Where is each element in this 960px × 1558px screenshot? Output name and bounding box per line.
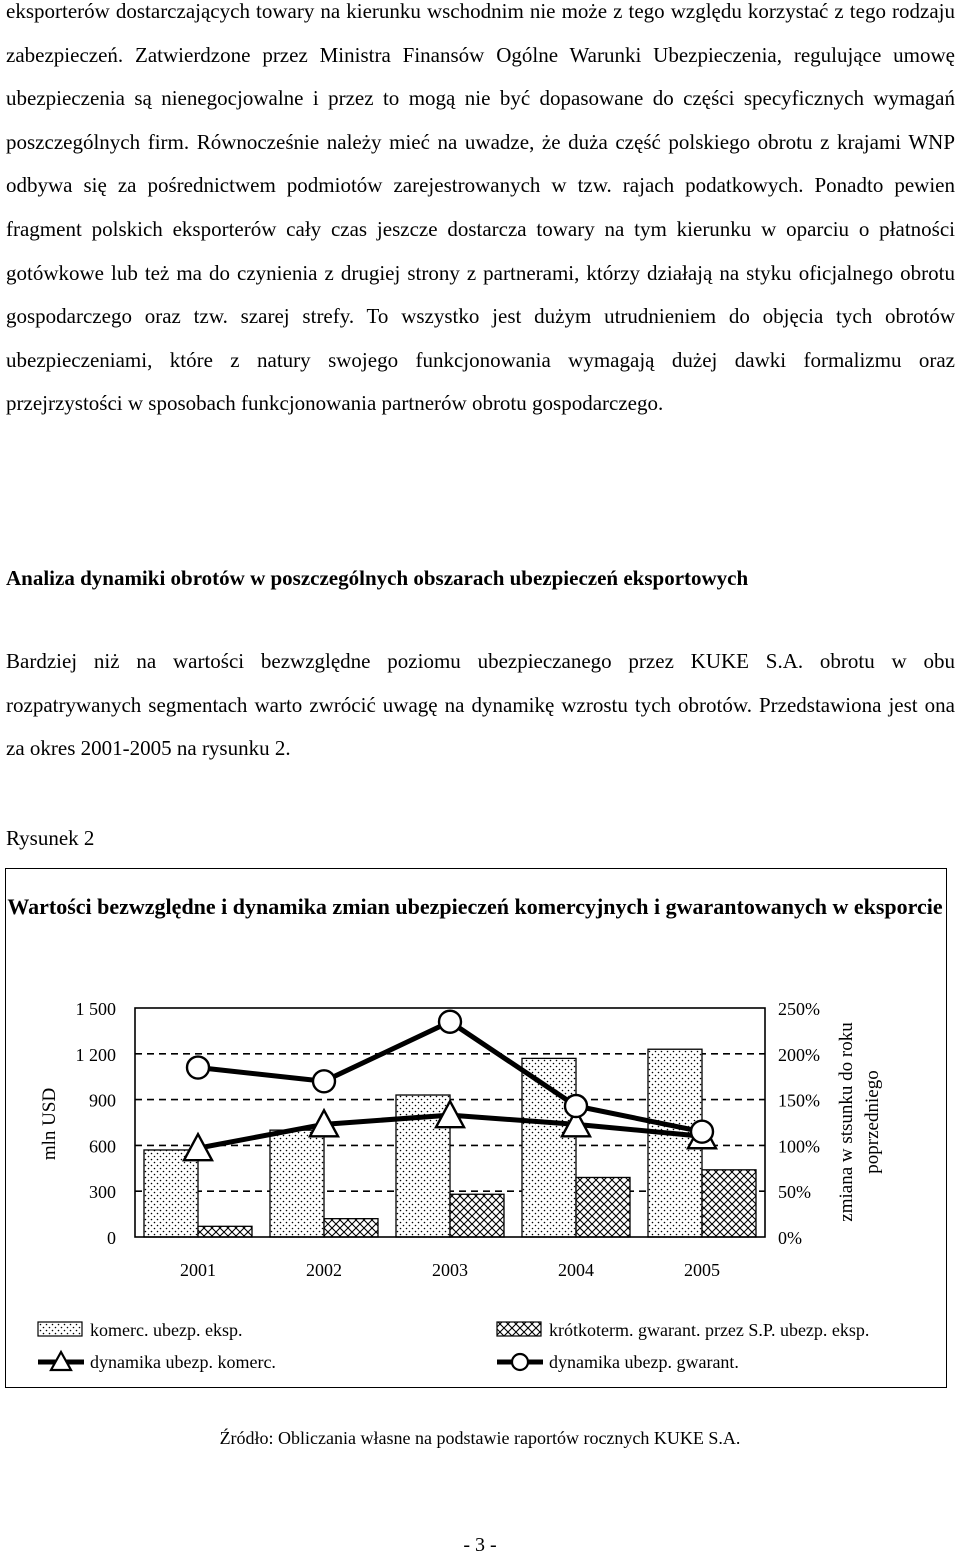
y2-tick-label: 0%	[778, 1228, 802, 1248]
page-number: - 3 -	[463, 1534, 497, 1556]
y2-axis-title	[836, 1022, 883, 1222]
point-circle	[439, 1011, 461, 1033]
y-axis-title: mln USD	[39, 1087, 60, 1161]
legend-swatch-crosshatch	[497, 1322, 541, 1336]
y2-tick-label: 150%	[778, 1090, 820, 1111]
legend-label: komerc. ubezp. eksp.	[90, 1320, 243, 1340]
legend-label: dynamika ubezp. gwarant.	[549, 1352, 739, 1372]
y-tick-label: 0	[107, 1228, 116, 1248]
axes	[39, 999, 883, 1280]
y-tick-label: 1 500	[75, 999, 116, 1019]
x-tick-label: 2005	[684, 1260, 720, 1280]
point-circle	[691, 1121, 713, 1143]
chart-title: Wartości bezwzględne i dynamika zmian ubezpieczeń komercyjnych i gwarantowanych w eksporcie	[7, 894, 943, 919]
section-heading: Analiza dynamiki obrotów w poszczególnych obszarach ubezpieczeń eksportowych	[6, 566, 749, 590]
y-tick-label: 1 200	[75, 1044, 116, 1065]
intro-paragraph: eksporterów dostarczających towary na kierunku wschodnim nie może z tego względu korzystać z tego rodzaju zabezpieczeń. Zatwierdzone przez Ministra Finansów Ogólne Warunki Ubezpieczenia, regulujące umowę ubezpieczenia są nienegocjowalne i przez to mogą nie być dopasowane do części specyficznych wymagań poszczególnych firm. Równocześnie należy mieć na uwadze, że duża część polskiego obrotu z krajami WNP odbywa się za pośrednictwem podmiotów zarejestrowanych w tzw. rajach podatkowych. Ponadto pewien fragment polskich eksporterów cały czas jeszcze dostarcza towary na tym kierunku w oparciu o płatności gotówkowe lub też ma do czynienia z drugiej strony z partnerami, którzy działają na styku oficjalnego obrotu gospodarczego oraz tzw. szarej strefy. To wszystko jest dużym utrudnieniem do objęcia tych obrotów ubezpieczeniami, które z natury swojego funkcjonowania wymagają dużej dawki formalizmu oraz przejrzystości w sposobach funkcjonowania partnerów obrotu gospodarczego.	[6, 0, 955, 416]
y-tick-label: 300	[89, 1182, 116, 1203]
y2-axis-title-line: poprzedniego	[862, 1070, 883, 1174]
legend-swatch-dotted	[38, 1322, 82, 1336]
bar-crosshatch	[198, 1226, 252, 1237]
x-tick-label: 2003	[432, 1260, 468, 1280]
bar-crosshatch	[702, 1170, 756, 1237]
bar-crosshatch	[576, 1177, 630, 1237]
point-circle	[565, 1095, 587, 1117]
legend-marker-circle	[512, 1354, 528, 1370]
point-circle	[187, 1057, 209, 1079]
y-tick-label: 900	[89, 1090, 116, 1111]
x-tick-label: 2001	[180, 1260, 216, 1280]
bar-dotted	[144, 1150, 198, 1237]
point-circle	[313, 1070, 335, 1092]
bar-dotted	[270, 1130, 324, 1237]
y2-tick-label: 100%	[778, 1136, 820, 1157]
legend	[38, 1320, 869, 1372]
x-tick-label: 2004	[558, 1260, 594, 1280]
figure-caption: Rysunek 2	[6, 826, 95, 850]
y2-tick-label: 200%	[778, 1044, 820, 1065]
bar-crosshatch	[324, 1219, 378, 1237]
y2-tick-label: 50%	[778, 1182, 811, 1203]
source-note: Źródło: Obliczania własne na podstawie raportów rocznych KUKE S.A.	[219, 1428, 741, 1448]
y2-axis-title-line: zmiana w stsunku do roku	[836, 1022, 857, 1222]
legend-label: krótkoterm. gwarant. przez S.P. ubezp. eksp.	[549, 1320, 870, 1340]
bar-crosshatch	[450, 1194, 504, 1237]
y2-tick-label: 250%	[778, 999, 820, 1019]
y-tick-label: 600	[89, 1136, 116, 1157]
section-paragraph: Bardziej niż na wartości bezwzględne poziomu ubezpieczanego przez KUKE S.A. obrotu w obu rozpatrywanych segmentach warto zwrócić uwagę na dynamikę wzrostu tych obrotów. Przedstawiona jest ona za okres 2001-2005 na rysunku 2.	[6, 649, 955, 761]
x-tick-label: 2002	[306, 1260, 342, 1280]
legend-label: dynamika ubezp. komerc.	[90, 1352, 276, 1372]
